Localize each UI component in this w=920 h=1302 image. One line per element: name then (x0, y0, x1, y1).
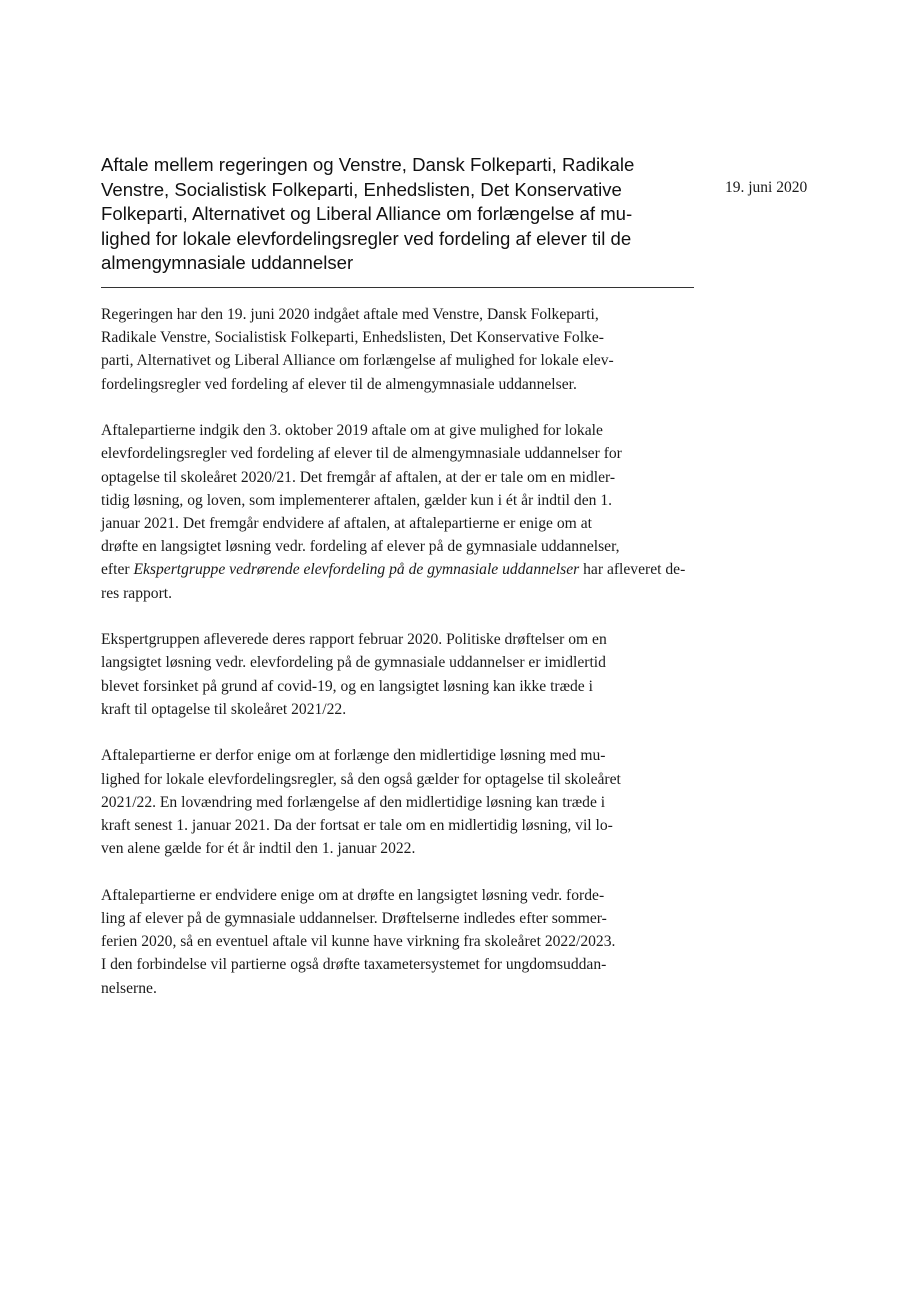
text-line: Aftalepartierne er endvidere enige om at drøfte en langsigtet løsning vedr. forde- (101, 886, 605, 904)
text-line: fordelingsregler ved fordeling af elever til de almengymnasiale uddannelser. (101, 375, 577, 393)
text-line: parti, Alternativet og Liberal Alliance om forlængelse af mulighed for lokale elev- (101, 352, 614, 370)
paragraph-4 (101, 744, 701, 860)
paragraph-5 (101, 884, 701, 1000)
document-date: 19. juni 2020 (725, 179, 808, 196)
title-line: lighed for lokale elevfordelingsregler ved fordeling af elever til de (101, 227, 632, 249)
text-line: nelserne. (101, 979, 157, 997)
paragraph-2 (101, 419, 701, 605)
title-line: Venstre, Socialistisk Folkeparti, Enhedslisten, Det Konservative (101, 178, 622, 200)
text-segment: har afleveret de- (579, 561, 686, 579)
paragraph-1 (101, 303, 701, 396)
text-line: tidig løsning, og loven, som implementerer aftalen, gælder kun i ét år indtil den 1. (101, 491, 613, 509)
text-line: Aftalepartierne er derfor enige om at forlænge den midlertidige løsning med mu- (101, 747, 606, 765)
text-line: januar 2021. Det fremgår endvidere af aftalen, at aftalepartierne er enige om at (101, 515, 592, 533)
text-line: Radikale Venstre, Socialistisk Folkeparti, Enhedslisten, Det Konservative Folke- (101, 329, 604, 347)
title-line: Aftale mellem regeringen og Venstre, Dansk Folkeparti, Radikale (101, 154, 635, 175)
text-line: ferien 2020, så en eventuel aftale vil kunne have virkning fra skoleåret 2022/2023. (101, 933, 616, 951)
text-line: optagelse til skoleåret 2020/21. Det fremgår af aftalen, at der er tale om en midler- (101, 468, 616, 486)
title-line: almengymnasiale uddannelser (101, 252, 354, 273)
text-line: Aftalepartierne indgik den 3. oktober 2019 aftale om at give mulighed for lokale (101, 422, 603, 440)
document-body (101, 303, 701, 1023)
report-title-italic: Ekspertgruppe vedrørende elevfordeling på de gymnasiale uddannelser (133, 561, 580, 579)
document-title (101, 153, 701, 276)
text-line: blevet forsinket på grund af covid-19, og en langsigtet løsning kan ikke træde i (101, 677, 593, 695)
text-line: ling af elever på de gymnasiale uddannelser. Drøftelserne indledes efter sommer- (101, 910, 607, 928)
text-line: kraft til optagelse til skoleåret 2021/22. (101, 700, 347, 718)
text-line: ven alene gælde for ét år indtil den 1. januar 2022. (101, 840, 416, 858)
paragraph-3 (101, 628, 701, 721)
title-line: Folkeparti, Alternativet og Liberal Alliance om forlængelse af mu- (101, 203, 633, 224)
text-line: drøfte en langsigtet løsning vedr. fordeling af elever på de gymnasiale uddannelser, (101, 538, 620, 556)
text-line: Ekspertgruppen afleverede deres rapport februar 2020. Politiske drøftelser om en (101, 631, 607, 649)
title-divider (101, 287, 694, 288)
text-line: I den forbindelse vil partierne også drøfte taxametersystemet for ungdomsuddan- (101, 956, 607, 974)
text-line: res rapport. (101, 584, 173, 602)
text-segment: efter (101, 561, 134, 579)
text-line: Regeringen har den 19. juni 2020 indgået aftale med Venstre, Dansk Folkeparti, (101, 306, 599, 323)
text-line: 2021/22. En lovændring med forlængelse af den midlertidige løsning kan træde i (101, 793, 606, 811)
text-line (101, 558, 701, 581)
text-line: lighed for lokale elevfordelingsregler, så den også gælder for optagelse til skoleåret (101, 770, 621, 788)
text-line: elevfordelingsregler ved fordeling af elever til de almengymnasiale uddannelser for (101, 445, 622, 463)
text-line: langsigtet løsning vedr. elevfordeling på de gymnasiale uddannelser er imidlertid (101, 654, 606, 672)
text-line: kraft senest 1. januar 2021. Da der fortsat er tale om en midlertidig løsning, vil lo- (101, 817, 613, 835)
